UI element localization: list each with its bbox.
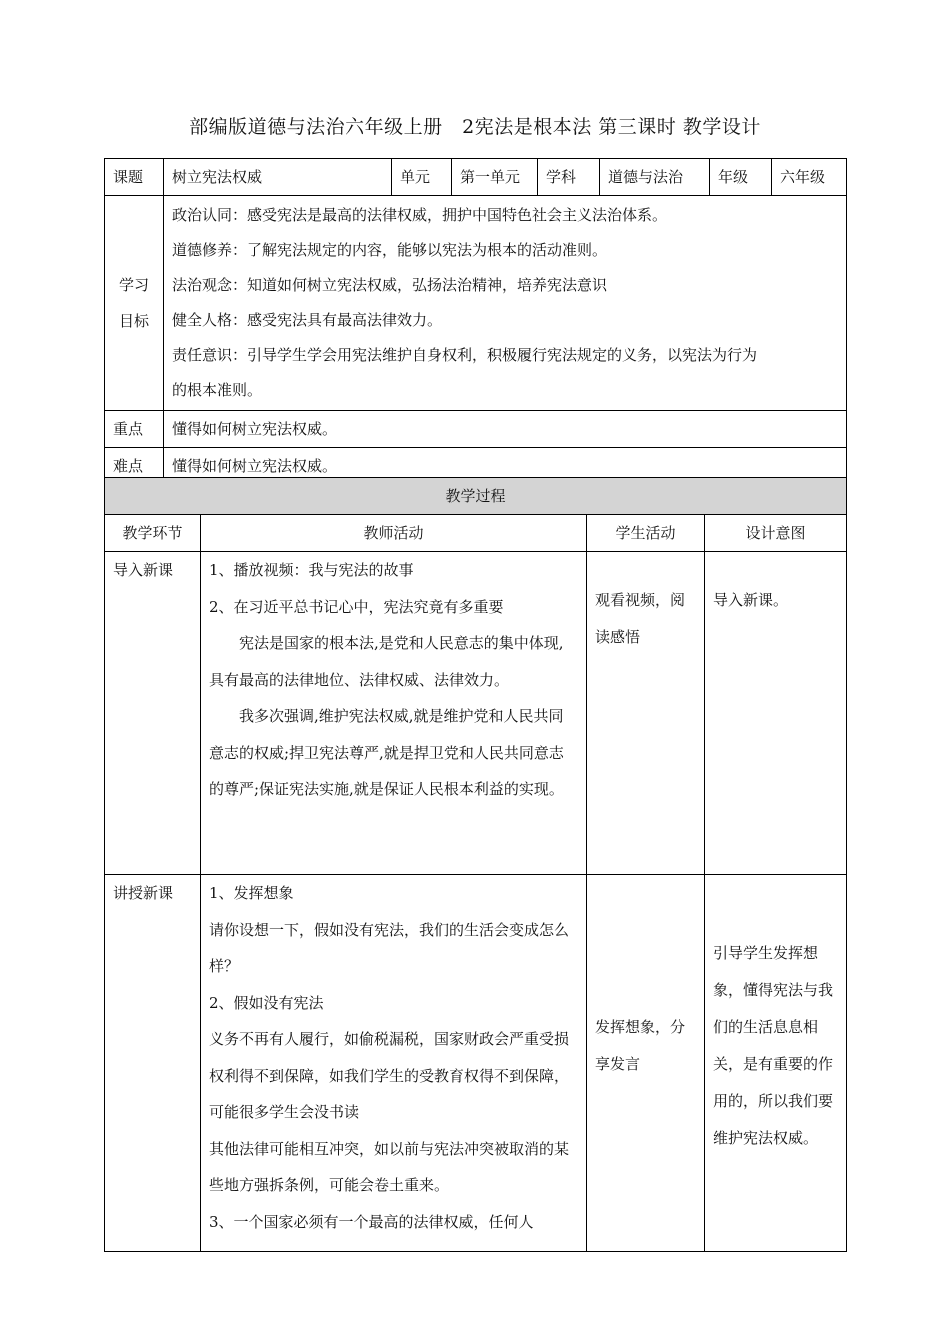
teacher-line: 1、发挥想象 — [209, 884, 294, 902]
goals-row — [105, 196, 847, 411]
goal-item: 道德修养：了解宪法规定的内容，能够以宪法为根本的活动准则。 — [172, 241, 608, 259]
student-activity-cell: 观看视频，阅读感悟 — [587, 552, 705, 875]
grade-label: 年级 — [710, 159, 772, 196]
teacher-line: 权利得不到保障，如我们学生的受教育权得不到保障，可能很多学生会没书读 — [209, 1066, 570, 1121]
info-row — [105, 159, 847, 196]
column-header-student: 学生活动 — [587, 515, 705, 552]
teacher-activity-cell — [201, 875, 587, 1252]
design-intent-cell: 导入新课。 — [705, 552, 847, 875]
stage-cell: 讲授新课 — [105, 875, 201, 1252]
unit-label: 单元 — [392, 159, 452, 196]
key-label: 重点 — [105, 411, 164, 448]
goals-label — [105, 196, 164, 411]
difficult-label: 难点 — [105, 448, 164, 485]
process-header: 教学过程 — [105, 478, 847, 515]
process-row-new-lesson — [105, 875, 847, 1252]
teacher-line: 1、播放视频：我与宪法的故事 — [209, 561, 414, 579]
goal-item: 健全人格：感受宪法具有最高法律效力。 — [172, 311, 443, 329]
unit-value: 第一单元 — [452, 159, 538, 196]
student-activity-cell: 发挥想象，分享发言 — [587, 875, 705, 1252]
goals-label-line2: 目标 — [118, 312, 149, 330]
design-intent-cell: 引导学生发挥想象，懂得宪法与我们的生活息息相关，是有重要的作用的，所以我们要维护宪法权威。 — [705, 875, 847, 1252]
goal-item: 的根本准则。 — [172, 381, 263, 399]
teacher-line: 请你设想一下，假如没有宪法，我们的生活会变成怎么样？ — [209, 920, 570, 975]
teacher-activity-cell — [201, 552, 587, 875]
topic-value: 树立宪法权威 — [164, 159, 392, 196]
stage-cell: 导入新课 — [105, 552, 201, 875]
goals-label-line1: 学习 — [118, 276, 149, 294]
column-header-stage: 教学环节 — [105, 515, 201, 552]
teacher-line: 2、假如没有宪法 — [209, 993, 324, 1012]
goal-item: 政治认同：感受宪法是最高的法律权威，拥护中国特色社会主义法治体系。 — [172, 206, 668, 224]
column-header-teacher: 教师活动 — [201, 515, 587, 552]
goal-item: 法治观念：知道如何树立宪法权威，弘扬法治精神，培养宪法意识 — [172, 276, 608, 294]
grade-value: 六年级 — [772, 159, 847, 196]
document-title: 部编版道德与法治六年级上册 2宪法是根本法 第三课时 教学设计 — [189, 116, 761, 138]
process-header-row — [105, 478, 847, 515]
teacher-line: 2、在习近平总书记心中，宪法究竟有多重要 — [209, 597, 504, 616]
goals-content — [164, 196, 847, 411]
column-header-intent: 设计意图 — [705, 515, 847, 552]
teacher-paragraph: 我多次强调,维护宪法权威,就是维护党和人民共同意志的权威;捍卫宪法尊严,就是捍卫党和人民共同意志的尊严;保证宪法实施,就是保证人民根本利益的实现。 — [209, 707, 564, 798]
subject-value: 道德与法治 — [600, 159, 710, 196]
process-columns-row — [105, 515, 847, 552]
difficult-text: 懂得如何树立宪法权威。 — [164, 448, 847, 485]
topic-label: 课题 — [105, 159, 164, 196]
teacher-line: 义务不再有人履行，如偷税漏税，国家财政会严重受损 — [209, 1030, 570, 1048]
teacher-line: 3、一个国家必须有一个最高的法律权威，任何人 — [209, 1212, 534, 1231]
subject-label: 学科 — [538, 159, 600, 196]
lesson-info-table — [104, 158, 847, 485]
teacher-paragraph: 宪法是国家的根本法,是党和人民意志的集中体现,具有最高的法律地位、法律权威、法律效力。 — [209, 634, 564, 689]
teacher-line: 其他法律可能相互冲突，如以前与宪法冲突被取消的某些地方强拆条例，可能会卷土重来。 — [209, 1139, 570, 1194]
process-row-intro — [105, 552, 847, 875]
goal-item: 责任意识：引导学生学会用宪法维护自身权利，积极履行宪法规定的义务，以宪法为行为 — [172, 346, 758, 364]
teaching-process-table — [104, 477, 847, 1252]
key-text: 懂得如何树立宪法权威。 — [164, 411, 847, 448]
key-row — [105, 411, 847, 448]
